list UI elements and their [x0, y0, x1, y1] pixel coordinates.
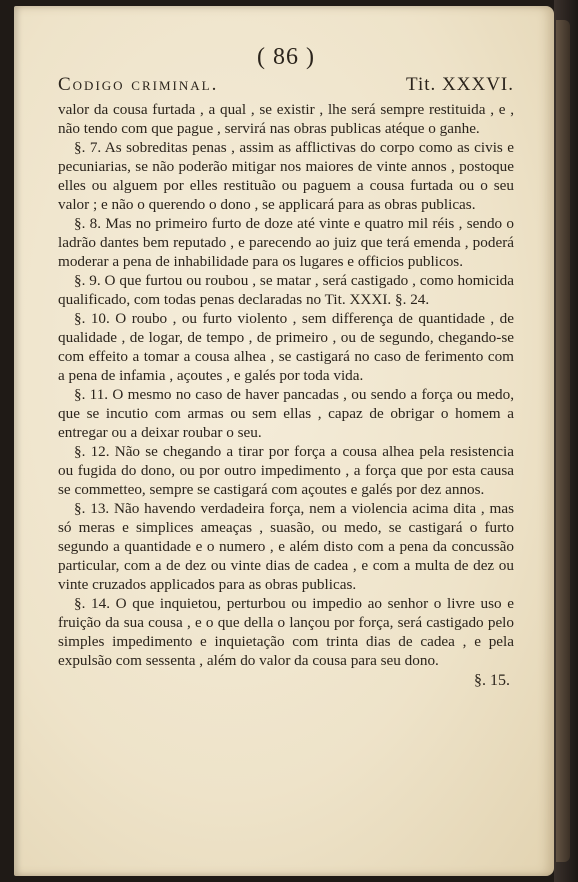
paragraph-s13: §. 13. Não havendo verdadeira força, nem a violencia acima dita , mas só meras e simplices ameaças , suasão, ou medo, se castigará o furto segundo a quantidade e o numero , e além disto com a pena da concussão particular, com a de dez ou vinte dias de cadea , e com a multa de dez ou vinte cruzados applicados para as obras publicas.: [58, 500, 514, 593]
page-number: ( 86 ): [257, 44, 315, 70]
running-head: [58, 74, 514, 96]
catchword: §. 15.: [474, 672, 510, 689]
running-head-left: Codigo criminal.: [58, 74, 219, 95]
paragraph-s10: §. 10. O roubo , ou furto violento , sem differença de quantidade , de qualidade , de logar, de tempo , de primeiro , ou de segundo, chegando-se com effeito a tomar a cousa alhea , se castigará no caso de ferimento com a pena de infamia , açoutes , e galés por toda vida.: [58, 310, 514, 384]
running-head-right: Tit. XXXVI.: [406, 74, 514, 95]
paragraph-s11: §. 11. O mesmo no caso de haver pancadas , ou sendo a força ou medo, que se incutio com armas ou sem ellas , capaz de obrigar o homem a entregar ou a deixar roubar o seu.: [58, 386, 514, 441]
paragraph-continuation: valor da cousa furtada , a qual , se existir , lhe será sempre restituida , e , não tendo com que pague , servirá nas obras publicas atéque o ganhe.: [58, 101, 514, 137]
paragraph-s9: §. 9. O que furtou ou roubou , se matar , será castigado , como homicida qualificado, com todas penas declaradas no Tit. XXXI. §. 24.: [58, 272, 514, 308]
paragraph-s7: §. 7. As sobreditas penas , assim as afflictivas do corpo como as civis e pecuniarias, se não poderão mitigar nos maiores de vinte annos , postoque elles ou alguem por elles restituão ou paguem a cousa furtada ou o seu valor ; e não o querendo o dono , se applicará para as obras publicas.: [58, 139, 514, 213]
page-edge: [556, 20, 570, 862]
paragraph-s14: §. 14. O que inquietou, perturbou ou impedio ao senhor o livre uso e fruição da sua cousa , e o que della o lançou por força, será castigado pelo simples impedimento e inquietação com trinta dias de cadea , e pela expulsão com sessenta , além do valor da cousa para seu dono.: [58, 595, 514, 669]
book-page: [14, 6, 554, 876]
page-text-block: [58, 42, 514, 690]
paragraph-s8: §. 8. Mas no primeiro furto de doze até vinte e quatro mil réis , sendo o ladrão dantes bem reputado , e parecendo ao juiz que terá emenda , poderá moderar a pena de inhabilidade para os lugares e officios publicos.: [58, 215, 514, 270]
paragraph-s12: §. 12. Não se chegando a tirar por força a cousa alhea pela resistencia ou fugida do dono, ou por outro impedimento , a força que por esta causa se commetteo, sempre se castigará com açoutes e galés por dez annos.: [58, 443, 514, 498]
